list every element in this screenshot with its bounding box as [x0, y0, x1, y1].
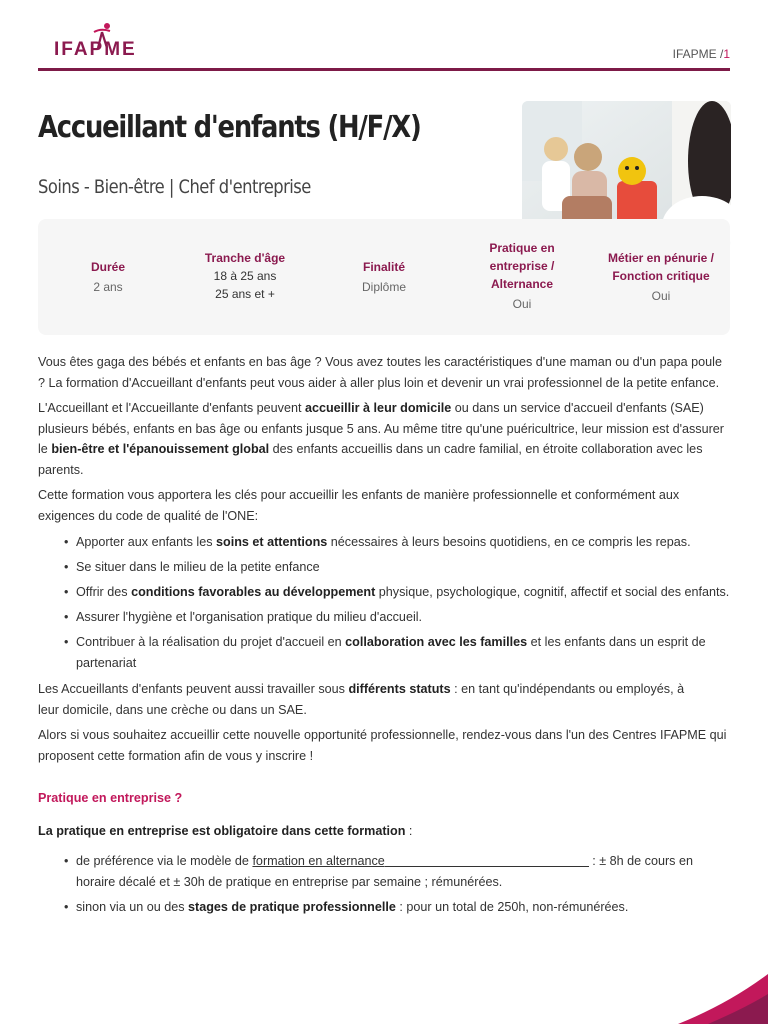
page-number: 1 — [723, 47, 730, 61]
bold-span: soins et attentions — [216, 535, 328, 549]
text-span: physique, psychologique, cognitif, affectif et social des enfants. — [375, 585, 730, 599]
logo-text: IFAPME — [54, 39, 137, 60]
text-span: de préférence via le modèle de — [76, 854, 253, 868]
text-span: Offrir des — [76, 585, 132, 599]
bold-span: accueillir à leur domicile — [304, 401, 452, 415]
info-tranche-age — [180, 249, 310, 303]
intro-paragraph: Vous êtes gaga des bébés et enfants en bas âge ? Vous avez toutes les caractéristiques d'une maman ou d'un papa poule ? La formation d'Accueillant d'enfants peut vous aider à aller plus loin et devenir un vrai professionnel de la petite enfance. — [38, 355, 722, 390]
metier-value: Oui — [651, 289, 671, 303]
text-span: : pour un total de 250h, non-rémunérées. — [395, 899, 629, 914]
text-span: Apporter aux enfants les — [76, 535, 217, 549]
text-span: ou dans un service d'accueil d'enfants (SAE) plusieurs bébés, enfants en bas âge ou enfants jusque 5 ans. Au même titre qu'une puéricultrice, leur mission est d'assurer le — [38, 401, 724, 456]
text-span: Les Accueillants d'enfants peuvent aussi travailler sous — [38, 682, 349, 696]
age-label: Tranche d'âge — [204, 251, 286, 265]
metier-label-2: Fonction critique — [612, 269, 710, 283]
bold-span: conditions favorables au développement — [131, 585, 376, 599]
list-item — [64, 632, 730, 673]
pratique-obligatoire — [38, 821, 730, 842]
description-content — [38, 352, 730, 923]
page-reference — [673, 47, 730, 61]
header-divider — [38, 68, 730, 71]
metier-label-1: Métier en pénurie / — [607, 251, 715, 265]
pratique-label-3: Alternance — [490, 277, 554, 291]
text-span: nécessaires à leurs besoins quotidiens, en ce compris les repas. — [327, 535, 691, 549]
section-title-pratique: Pratique en entreprise ? — [38, 791, 183, 805]
list-item — [64, 582, 730, 603]
bold-span: différents statuts — [348, 682, 451, 696]
page-title: Accueillant d'enfants (H/F/X) — [38, 110, 421, 145]
formation-alternance-link[interactable]: formation en alternance — [252, 854, 385, 868]
call-to-action-paragraph: Alors si vous souhaitez accueillir cette nouvelle opportunité professionnelle, rendez-vous dans l'un des Centres IFAPME qui proposent cette formation afin de vous y inscrire ! — [38, 728, 727, 763]
list-item — [64, 851, 730, 892]
age-value-2: 25 ans et + — [215, 287, 275, 301]
age-value-1: 18 à 25 ans — [213, 269, 277, 283]
info-duree — [58, 258, 158, 296]
duree-value: 2 ans — [93, 280, 123, 294]
text-span: Contribuer à la réalisation du projet d'accueil en — [76, 635, 346, 649]
pratique-label-2: entreprise / — [489, 259, 555, 273]
info-metier-penurie — [598, 249, 724, 305]
pratique-list — [38, 851, 730, 917]
finalite-label: Finalité — [362, 260, 405, 274]
bold-span: La pratique en entreprise est obligatoire dans cette formation — [38, 823, 406, 838]
text-span: sinon via un ou des — [76, 899, 189, 914]
mission-paragraph — [38, 398, 730, 480]
list-item: • Se situer dans le milieu de la petite enfance — [64, 557, 730, 578]
pratique-value: Oui — [512, 297, 532, 311]
objectives-intro: Cette formation vous apportera les clés pour accueillir les enfants de manière professionnelle et conformément aux exigences du code de qualité de l'ONE: — [38, 488, 680, 523]
finalite-value: Diplôme — [361, 280, 406, 294]
bold-span: collaboration avec les familles — [345, 635, 528, 649]
page-subtitle: Soins - Bien-être | Chef d'entreprise — [38, 176, 311, 198]
list-item: • Assurer l'hygiène et l'organisation pratique du milieu d'accueil. — [64, 607, 730, 628]
list-item — [64, 897, 730, 918]
list-item — [64, 532, 730, 553]
page-ref-label: IFAPME / — [672, 47, 724, 61]
text-span: : — [405, 823, 413, 838]
bold-span: stages de pratique professionnelle — [188, 899, 396, 914]
pratique-label-1: Pratique en — [489, 241, 555, 255]
ifapme-logo[interactable] — [54, 22, 164, 68]
text-span: leur domicile, dans une crèche ou dans un SAE. — [38, 702, 307, 717]
text-span: des enfants accueillis dans un cadre familial, en étroite collaboration avec les parents. — [38, 442, 703, 477]
text-span: et les enfants dans un esprit de partenariat — [76, 635, 706, 670]
decorative-corner-swoosh — [648, 964, 768, 1024]
info-pratique — [462, 239, 582, 313]
text-span: L'Accueillant et l'Accueillante d'enfants peuvent — [38, 401, 305, 415]
text-span: : en tant qu'indépendants ou employés, à — [450, 682, 685, 696]
info-box — [38, 219, 730, 335]
bold-span: bien-être et l'épanouissement global — [51, 442, 270, 456]
page-header — [38, 22, 730, 72]
info-finalite — [334, 258, 434, 296]
text-span: : ± 8h de cours en horaire décalé et ± 30h de pratique en entreprise par semaine ; rémunérées. — [76, 854, 693, 889]
status-paragraph — [38, 679, 730, 720]
link-underline-fill — [385, 853, 589, 867]
duree-label: Durée — [90, 260, 125, 274]
objectives-list — [38, 532, 730, 673]
